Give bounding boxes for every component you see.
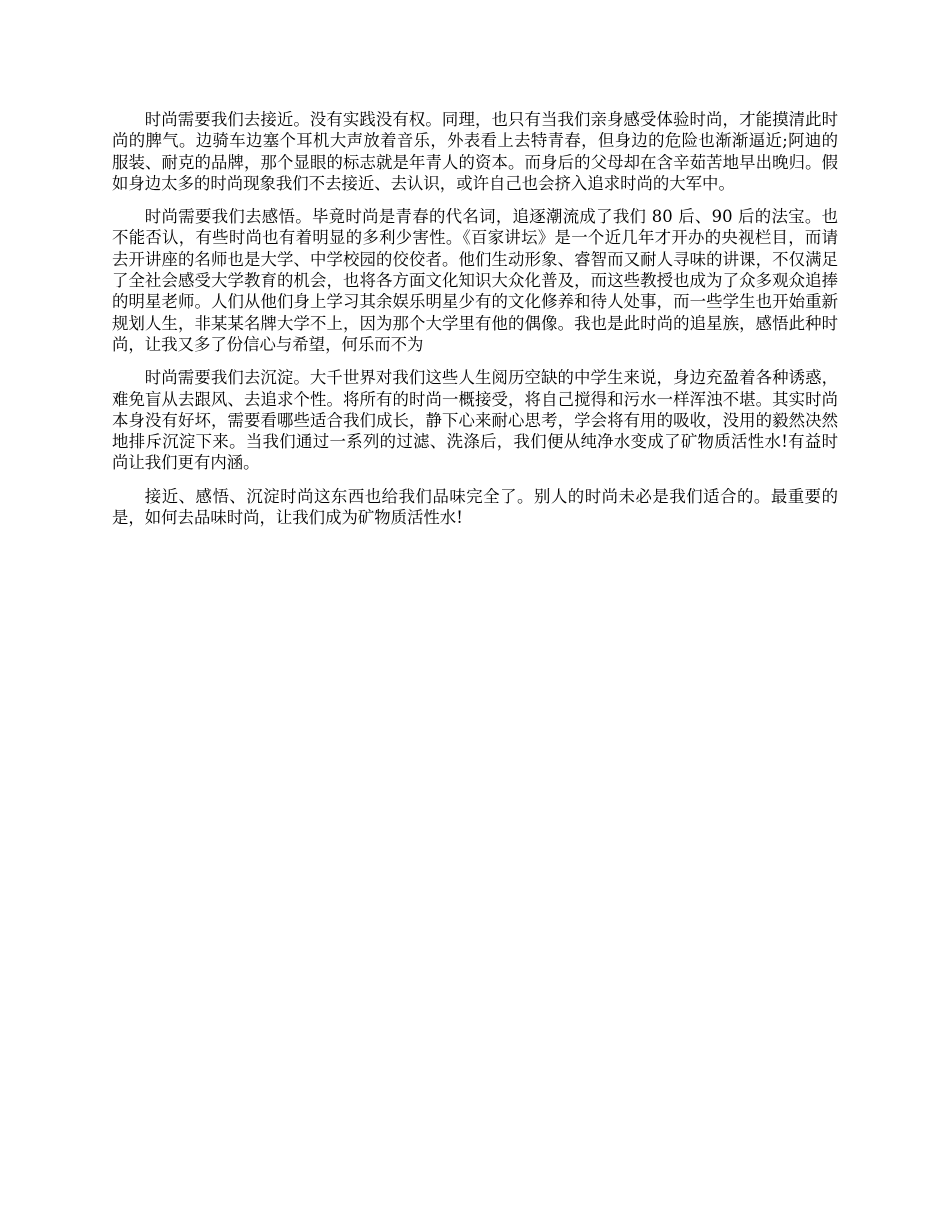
paragraph-approach: 时尚需要我们去接近。没有实践没有权。同理，也只有当我们亲身感受体验时尚，才能摸清此时尚的脾气。边骑车边塞个耳机大声放着音乐，外表看上去特青春，但身边的危险也渐渐逼近;阿迪的服装、耐克的品牌，那个显眼的标志就是年青人的资本。而身后的父母却在含辛茹苦地早出晚归。假如身边太多的时尚现象我们不去接近、去认识，或许自己也会挤入追求时尚的大军中。	[112, 110, 838, 193]
paragraph-settle: 时尚需要我们去沉淀。大千世界对我们这些人生阅历空缺的中学生来说，身边充盈着各种诱惑，难免盲从去跟风、去追求个性。将所有的时尚一概接受，将自己搅得和污水一样浑浊不堪。其实时尚本身没有好坏，需要看哪些适合我们成长，静下心来耐心思考，学会将有用的吸收，没用的毅然决然地排斥沉淀下来。当我们通过一系列的过滤、洗涤后，我们便从纯净水变成了矿物质活性水!有益时尚让我们更有内涵。	[112, 368, 838, 473]
paragraph-perceive: 时尚需要我们去感悟。毕竟时尚是青春的代名词，追逐潮流成了我们 80 后、90 后的法宝。也不能否认，有些时尚也有着明显的多利少害性。《百家讲坛》是一个近几年才开办的央视栏目，而请去开讲座的名师也是大学、中学校园的佼佼者。他们生动形象、睿智而又耐人寻味的讲课，不仅满足了全社会感受大学教育的机会，也将各方面文化知识大众化普及，而这些教授也成为了众多观众追捧的明星老师。人们从他们身上学习其余娱乐明星少有的文化修养和待人处事，而一些学生也开始重新规划人生，非某某名牌大学不上，因为那个大学里有他的偶像。我也是此时尚的追星族，感悟此种时尚，让我又多了份信心与希望，何乐而不为	[112, 207, 838, 354]
paragraph-conclusion: 接近、感悟、沉淀时尚这东西也给我们品味完全了。别人的时尚未必是我们适合的。最重要的是，如何去品味时尚，让我们成为矿物质活性水!	[112, 486, 838, 528]
